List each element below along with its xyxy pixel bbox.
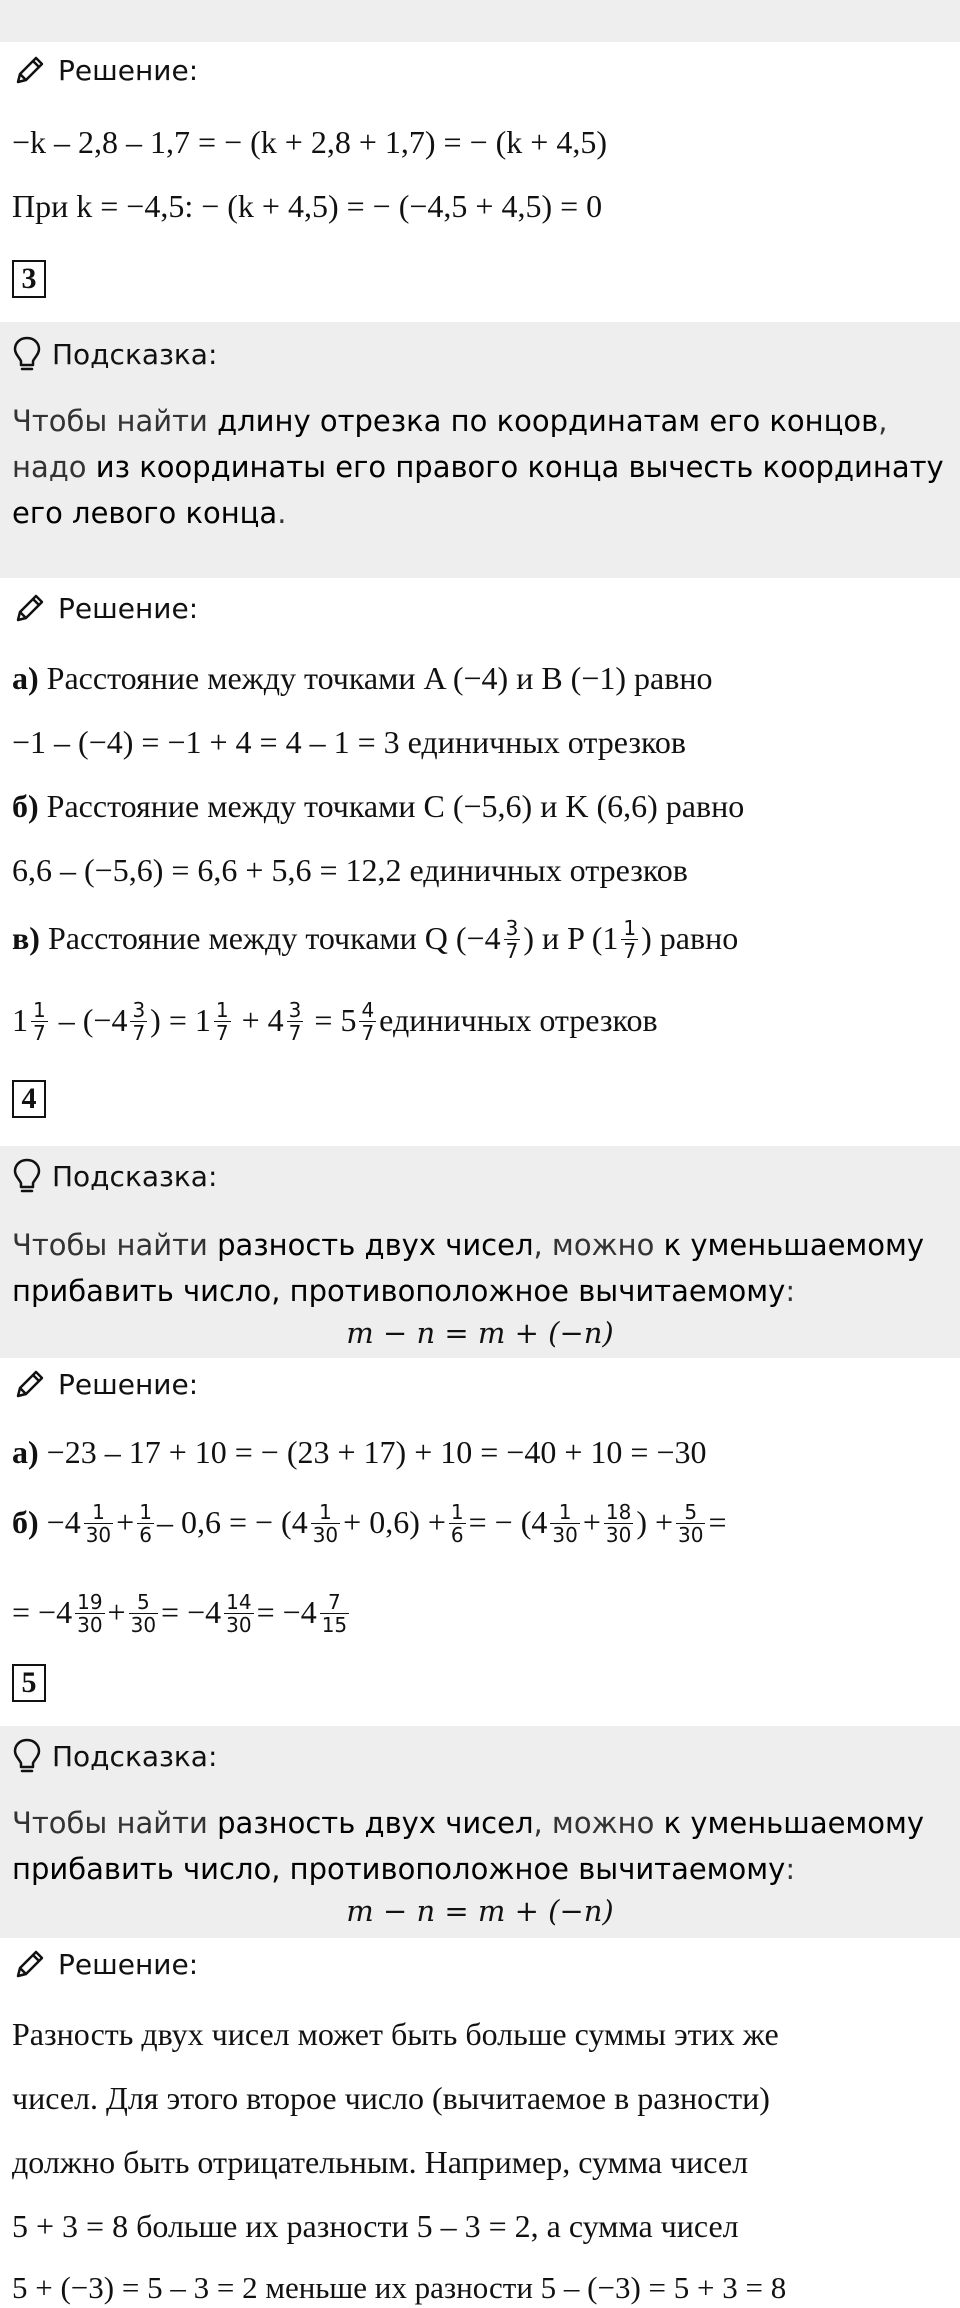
- t5-line5: 5 + (−3) = 5 – 3 = 2 меньше их разности 5 – (−3) = 5 + 3 = 8: [12, 2270, 787, 2305]
- fraction: $\frac{7}{15}$: [321, 1590, 348, 1638]
- solution-label: Решение:: [58, 591, 199, 625]
- fraction: $\frac{1}{7}$: [623, 916, 637, 964]
- solution-heading: [12, 50, 198, 90]
- hint-heading: [12, 1736, 217, 1776]
- fraction: $\frac{1}{30}$: [85, 1500, 112, 1548]
- t5-line2: чисел. Для этого второе число (вычитаемое в разности): [12, 2080, 770, 2116]
- hint-label: Подсказка:: [52, 1739, 218, 1773]
- lightbulb-icon: [12, 1157, 42, 1195]
- t5-line3: должно быть отрицательным. Например, сумма чисел: [12, 2144, 749, 2180]
- hint-label: Подсказка:: [52, 1159, 218, 1193]
- fraction: $\frac{1}{6}$: [139, 1500, 152, 1548]
- task-number: 5: [12, 1664, 46, 1702]
- t3-a-calc: −1 – (−4) = −1 + 4 = 4 – 1 = 3 единичных отрезков: [12, 724, 687, 760]
- t4-b-cont: = −4 $\frac{19}{30}$ + $\frac{5}{30}$ = −4 $\frac{14}{30}$ = −4 $\frac{7}{15}$: [12, 1590, 348, 1638]
- solution-heading: [12, 588, 198, 628]
- pencil-icon: [12, 52, 48, 88]
- t5-line1: Разность двух чисел может быть больше суммы этих же: [12, 2016, 779, 2052]
- t5-line4: 5 + 3 = 8 больше их разности 5 – 3 = 2, а сумма чисел: [12, 2208, 739, 2244]
- hint-label: Подсказка:: [52, 337, 218, 371]
- solution-heading: [12, 1944, 198, 1984]
- hint-formula: m − n = m + (−n): [346, 1316, 614, 1350]
- hint-text: Чтобы найти разность двух чисел, можно к уменьшаемому прибавить число, противоположное вычитаемому:: [12, 1806, 925, 1886]
- hint-box-top: [0, 0, 960, 42]
- fraction: $\frac{3}{7}$: [132, 998, 146, 1046]
- fraction: $\frac{1}{7}$: [215, 998, 229, 1046]
- t4-b: б) −4 $\frac{1}{30}$ + $\frac{1}{6}$ – 0,6 = − (4 $\frac{1}{30}$ + 0,6) + $\frac{1}{6}$ = − (4 $\frac{1}{30}$ + $\frac{18}{30}$ ) + $\frac{5}{30}$ =: [12, 1500, 727, 1548]
- t3-b-calc: 6,6 – (−5,6) = 6,6 + 5,6 = 12,2 единичных отрезков: [12, 852, 688, 888]
- fraction: $\frac{19}{30}$: [77, 1590, 103, 1638]
- s2-line2: При k = −4,5: − (k + 4,5) = − (−4,5 + 4,5) = 0: [12, 188, 603, 224]
- pencil-icon: [12, 590, 48, 626]
- fraction: $\frac{3}{7}$: [288, 998, 302, 1046]
- fraction: $\frac{18}{30}$: [605, 1500, 632, 1548]
- hint-heading: [12, 334, 217, 374]
- fraction: $\frac{4}{7}$: [361, 998, 375, 1046]
- fraction: $\frac{3}{7}$: [505, 916, 519, 964]
- pencil-icon: [12, 1366, 48, 1402]
- task-number: 3: [12, 260, 46, 298]
- lightbulb-icon: [12, 335, 42, 373]
- hint-formula: m − n = m + (−n): [346, 1894, 614, 1928]
- fraction: $\frac{5}{30}$: [130, 1590, 157, 1638]
- fraction: $\frac{1}{30}$: [552, 1500, 578, 1548]
- fraction: $\frac{5}{30}$: [678, 1500, 704, 1548]
- t4-a: а) −23 – 17 + 10 = − (23 + 17) + 10 = −40 + 10 = −30: [12, 1434, 707, 1470]
- fraction: $\frac{1}{30}$: [312, 1500, 339, 1548]
- t3-c: в) Расстояние между точками Q (−4 $\frac{3}{7}$ ) и P (1 $\frac{1}{7}$ ) равно: [12, 916, 739, 964]
- solution-label: Решение:: [58, 1367, 199, 1401]
- fraction: $\frac{1}{6}$: [450, 1500, 464, 1548]
- task-number: 4: [12, 1080, 46, 1118]
- solution-label: Решение:: [58, 53, 199, 87]
- t3-a: а) Расстояние между точками A (−4) и B (−1) равно: [12, 660, 713, 696]
- lightbulb-icon: [12, 1737, 42, 1775]
- fraction: $\frac{1}{7}$: [33, 998, 46, 1046]
- solution-heading: [12, 1364, 198, 1404]
- fraction: $\frac{14}{30}$: [226, 1590, 252, 1638]
- s2-line1: −k – 2,8 – 1,7 = − (k + 2,8 + 1,7) = − (k + 4,5): [12, 124, 607, 160]
- solution-label: Решение:: [58, 1947, 199, 1981]
- t3-c-calc: 1 $\frac{1}{7}$ – (−4 $\frac{3}{7}$ ) = 1 $\frac{1}{7}$ + 4 $\frac{3}{7}$ = 5 $\frac{4}{7}$ единичных отрезков: [12, 998, 658, 1046]
- pencil-icon: [12, 1946, 48, 1982]
- hint-text: Чтобы найти длину отрезка по координатам его концов, надо из координаты его правого конца вычесть координату его левого конца.: [12, 404, 944, 530]
- t3-b: б) Расстояние между точками C (−5,6) и K (6,6) равно: [12, 788, 745, 824]
- hint-text: Чтобы найти разность двух чисел, можно к уменьшаемому прибавить число, противоположное вычитаемому:: [12, 1228, 925, 1308]
- hint-heading: [12, 1156, 217, 1196]
